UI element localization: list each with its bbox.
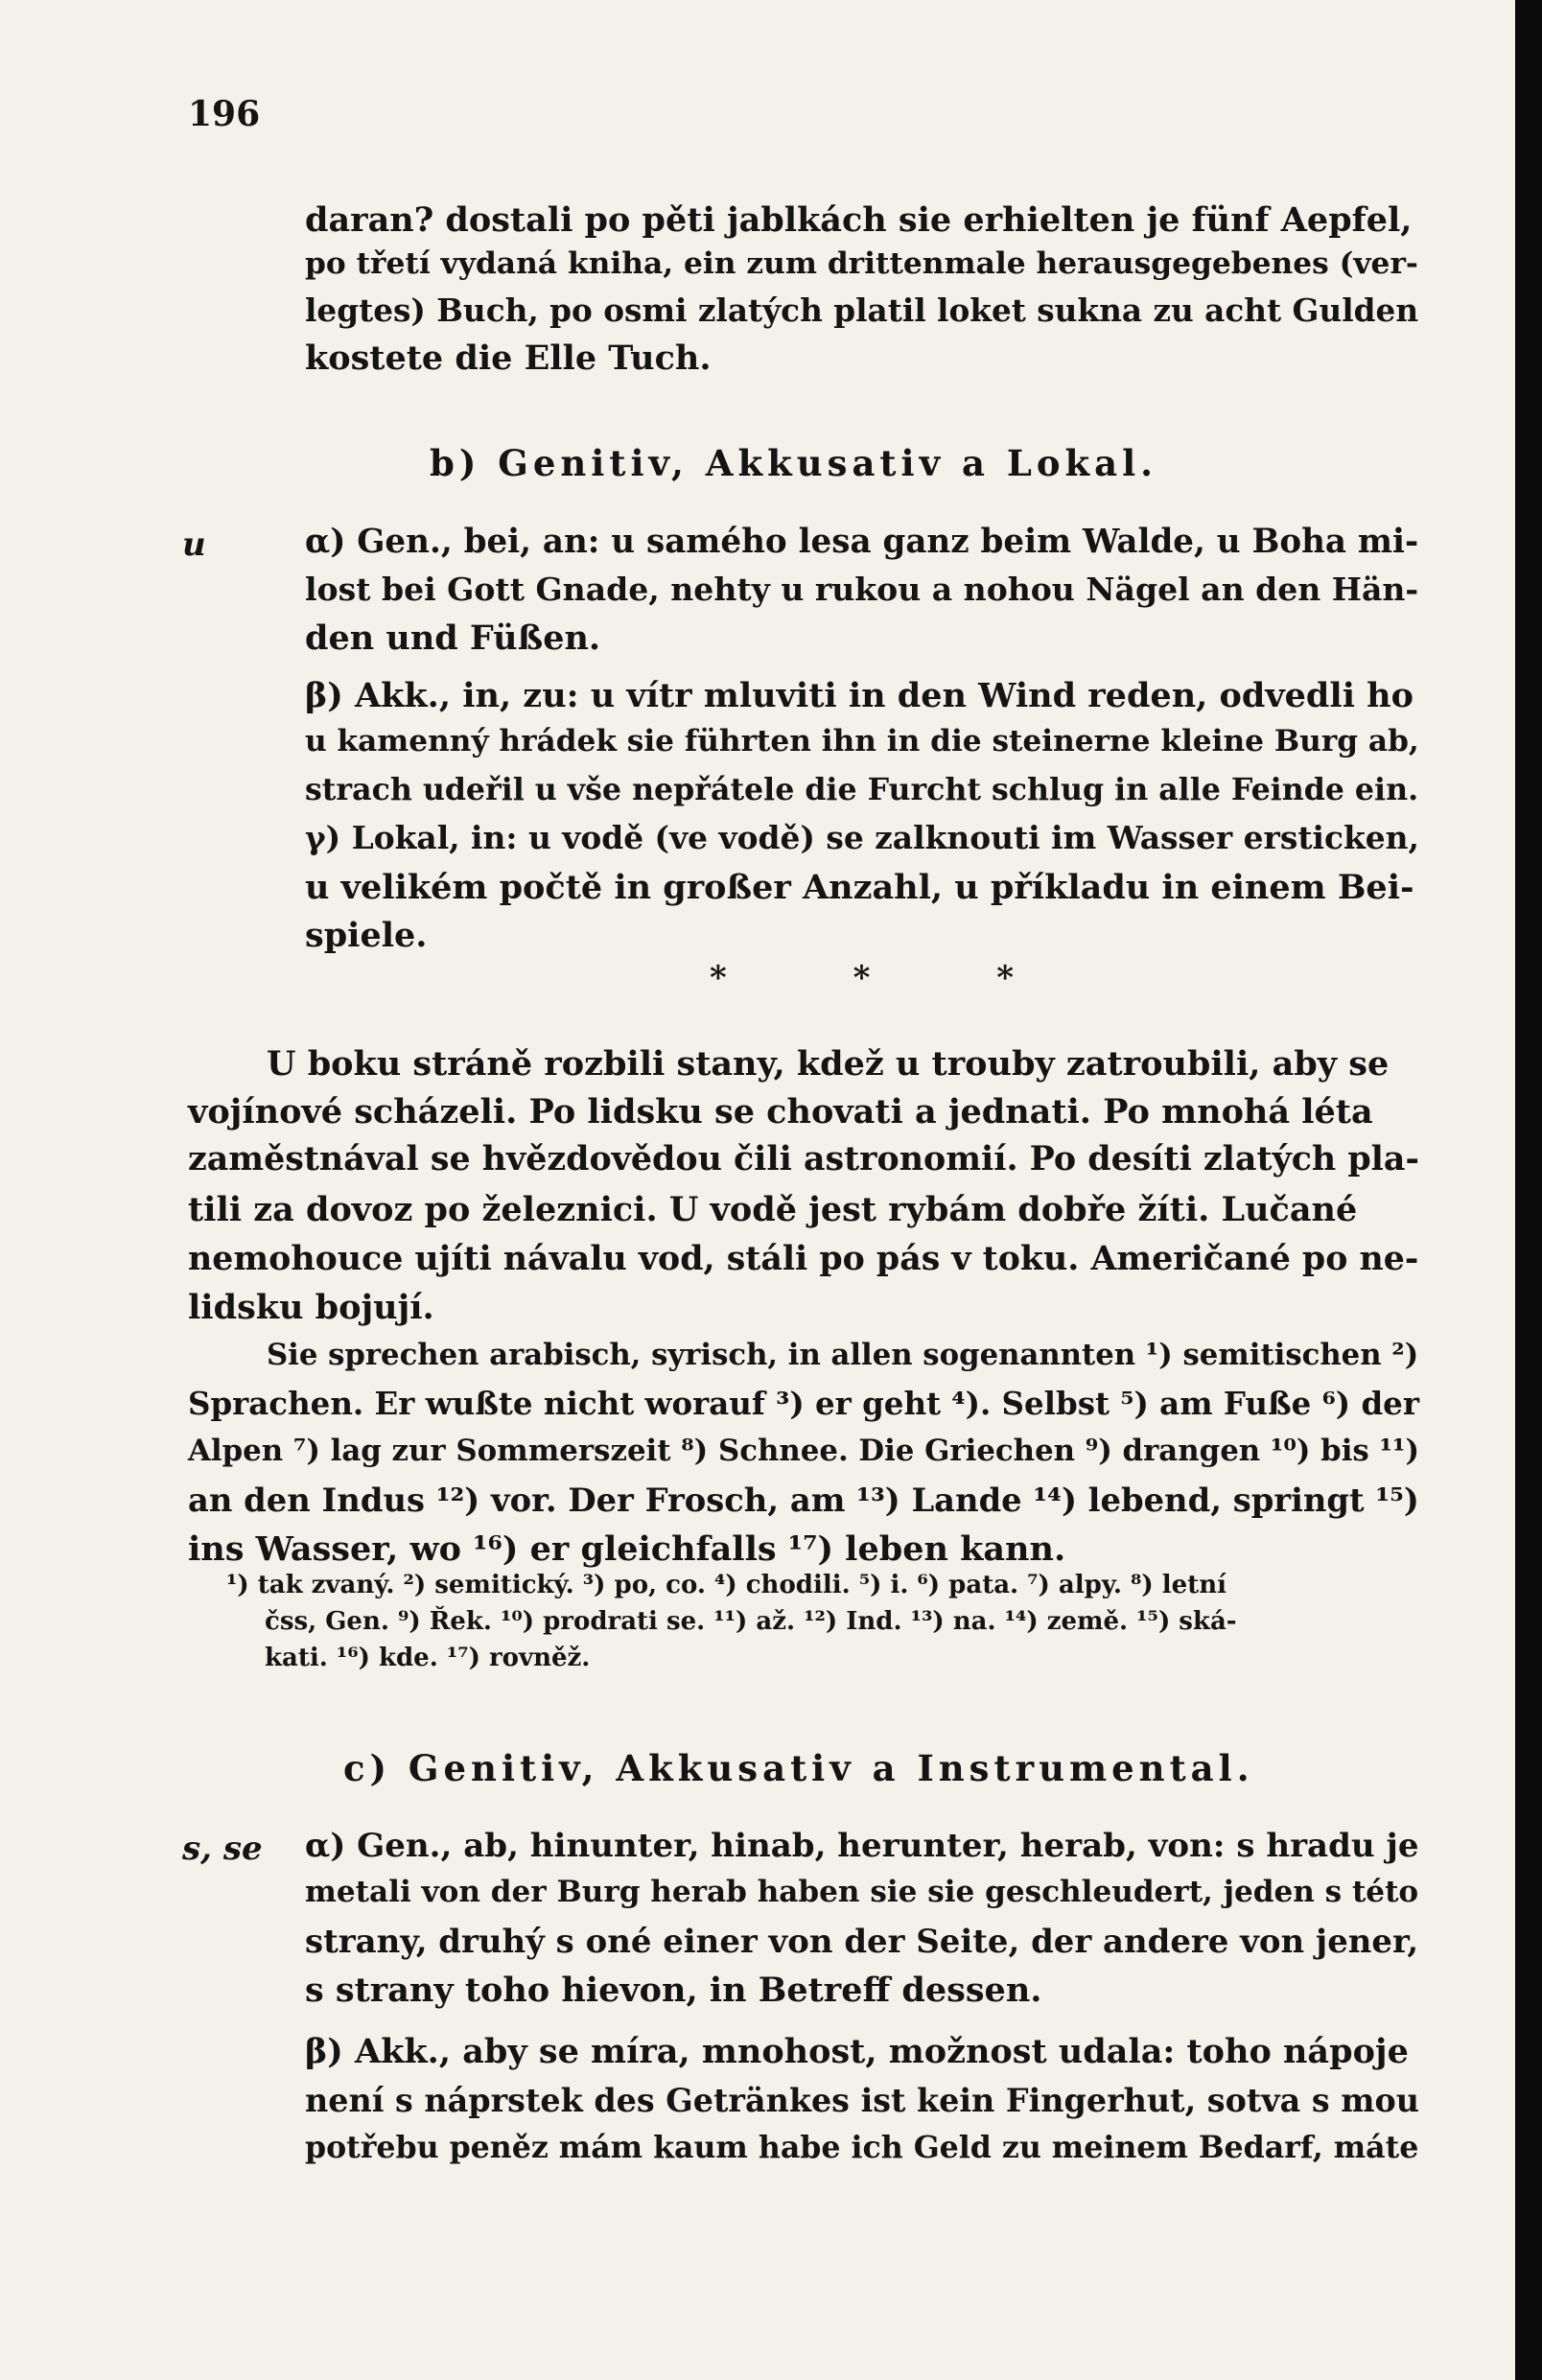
text-line: není s náprstek des Getränkes ist kein Fingerhut, sotva s mou (305, 2082, 1420, 2119)
page-number: 196 (188, 94, 261, 134)
text-line: Sprachen. Er wußte nicht worauf ³) er geht ⁴). Selbst ⁵) am Fuße ⁶) der (188, 1386, 1419, 1422)
text-line: vojínové scházeli. Po lidsku se chovati a jednati. Po mnohá léta (188, 1092, 1373, 1132)
text-line: s strany toho hievon, in Betreff dessen. (305, 1971, 1042, 2010)
text-line: kostete die Elle Tuch. (305, 338, 712, 378)
text-line: β) Akk., aby se míra, mnohost, možnost udala: toho nápoje (305, 2032, 1409, 2071)
margin-note-s-se: s, se (182, 1830, 263, 1868)
text-line: γ) Lokal, in: u vodě (ve vodě) se zalknouti im Wasser ersticken, (305, 819, 1419, 856)
text-line: potřebu peněz mám kaum habe ich Geld zu meinem Bedarf, máte (305, 2130, 1419, 2165)
text-line: Sie sprechen arabisch, syrisch, in allen sogenannten ¹) semitischen ²) (267, 1338, 1419, 1372)
margin-note-u: u (182, 525, 206, 564)
footnote-line: kati. ¹⁶) kde. ¹⁷) rovněž. (265, 1644, 591, 1672)
footnote-line: ¹) tak zvaný. ²) semitický. ³) po, co. ⁴) chodili. ⁵) i. ⁶) pata. ⁷) alpy. ⁸) letní (226, 1571, 1227, 1599)
text-line: α) Gen., ab, hinunter, hinab, herunter, herab, von: s hradu je (305, 1827, 1419, 1865)
text-line: zaměstnával se hvězdovědou čili astronomií. Po desíti zlatých pla- (188, 1139, 1419, 1178)
text-line: po třetí vydaná kniha, ein zum drittenmale herausgegebenes (ver- (305, 246, 1418, 281)
text-line: strach udeřil u vše nepřátele die Furcht schlug in alle Feinde ein. (305, 772, 1419, 807)
text-line: tili za dovoz po železnici. U vodě jest rybám dobře žíti. Lučané (188, 1190, 1358, 1229)
text-line: strany, druhý s oné einer von der Seite, der andere von jener, (305, 1922, 1419, 1960)
text-line: lidsku bojují. (188, 1288, 434, 1327)
text-line: legtes) Buch, po osmi zlatých platil loket sukna zu acht Gulden (305, 292, 1419, 329)
text-line: ins Wasser, wo ¹⁶) er gleichfalls ¹⁷) leben kann. (188, 1529, 1066, 1569)
text-line: metali von der Burg herab haben sie sie geschleudert, jeden s této (305, 1875, 1419, 1909)
text-line: α) Gen., bei, an: u samého lesa ganz beim Walde, u Boha mi- (305, 523, 1419, 561)
section-separator: * * * (710, 959, 1072, 997)
section-heading-b: b) Genitiv, Akkusativ a Lokal. (430, 442, 1158, 484)
section-heading-c: c) Genitiv, Akkusativ a Instrumental. (343, 1747, 1254, 1789)
text-line: nemohouce ujíti návalu vod, stáli po pás v toku. Američané po ne- (188, 1239, 1419, 1278)
text-line: spiele. (305, 916, 428, 955)
text-line: lost bei Gott Gnade, nehty u rukou a nohou Nägel an den Hän- (305, 571, 1419, 608)
text-line: β) Akk., in, zu: u vítr mluviti in den Wind reden, odvedli ho (305, 676, 1414, 715)
text-line: u kamenný hrádek sie führten ihn in die steinerne kleine Burg ab, (305, 724, 1419, 758)
text-line: Alpen ⁷) lag zur Sommerszeit ⁸) Schnee. Die Griechen ⁹) drangen ¹⁰) bis ¹¹) (188, 1434, 1420, 1468)
text-line: U boku stráně rozbili stany, kdež u trouby zatroubili, aby se (267, 1044, 1390, 1084)
footnote-line: čss, Gen. ⁹) Řek. ¹⁰) prodrati se. ¹¹) až. ¹²) Ind. ¹³) na. ¹⁴) země. ¹⁵) ská- (265, 1607, 1237, 1636)
text-line: an den Indus ¹²) vor. Der Frosch, am ¹³) Lande ¹⁴) lebend, springt ¹⁵) (188, 1481, 1419, 1519)
text-line: u velikém počtě in großer Anzahl, u příkladu in einem Bei- (305, 868, 1414, 907)
text-line: den und Füßen. (305, 618, 601, 658)
text-line: daran? dostali po pěti jablkách sie erhielten je fünf Aepfel, (305, 200, 1413, 240)
